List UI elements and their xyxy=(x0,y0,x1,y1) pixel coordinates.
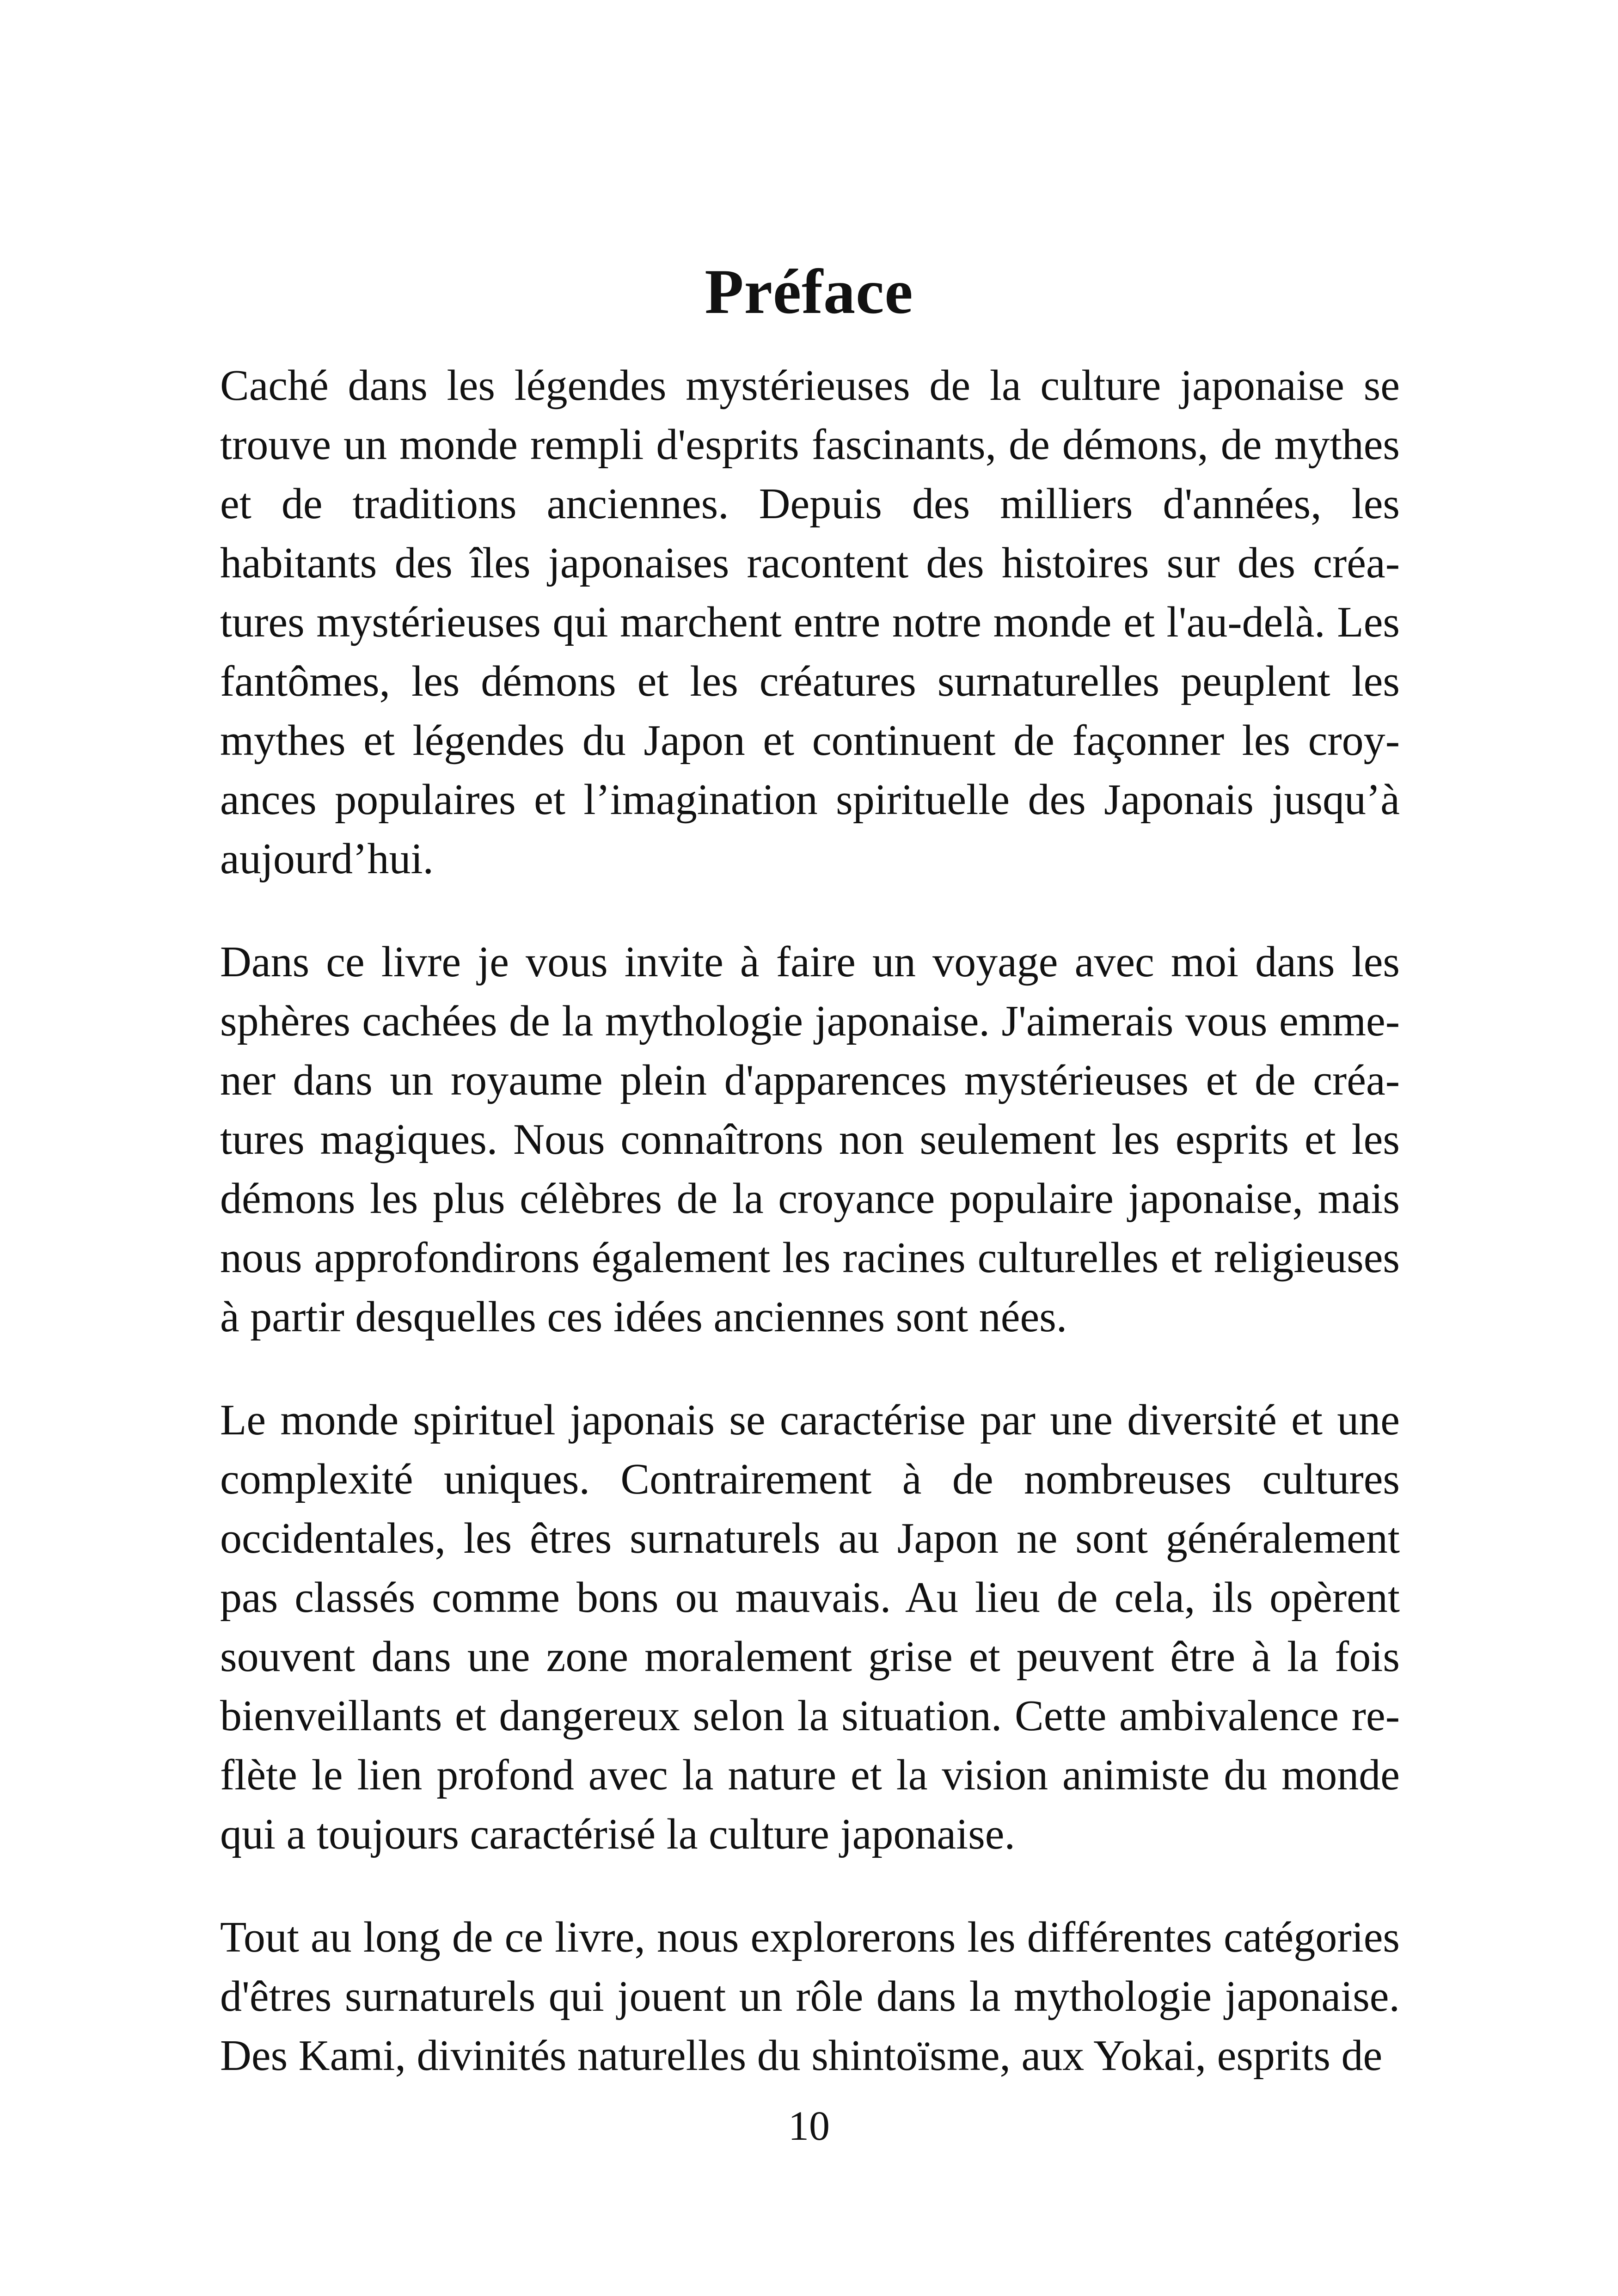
page-title: Préface xyxy=(705,256,913,327)
paragraph-2: Dans ce livre je vous invite à faire un voyage avec moi dans les sphères cachées de la mythologie japonaise. J'aimerais vous emmener dans un royaume plein d'apparences mystérieuses et de créatures magiques. Nous connaîtrons non seulement les esprits et les démons les plus célèbres de la croyance populaire japonaise, mais nous approfondirons également les racines culturelles et religieuses à partir desquelles ces idées anciennes sont nées. xyxy=(220,938,1400,1341)
paragraph-1: Caché dans les légendes mystérieuses de la culture japonaise se trouve un monde rempli d'esprits fascinants, de démons, de mythes et de traditions anciennes. Depuis des milliers d'années, les habitants des îles japonaises racontent des histoires sur des créatures mystérieuses qui marchent entre notre monde et l'au-delà. Les fantômes, les démons et les créatures surnaturelles peuplent les mythes et légendes du Japon et continuent de façonner les croyances populaires et l’imagination spirituelle des Japonais jusqu’à aujourd’hui. xyxy=(220,361,1400,883)
page-number: 10 xyxy=(788,2103,830,2149)
paragraph-4: Tout au long de ce livre, nous explorerons les différentes catégories d'êtres surnaturels qui jouent un rôle dans la mythologie japonaise. Des Kami, divinités naturelles du shintoïsme, aux Yokai, esprits de xyxy=(220,1913,1400,2080)
preface-body xyxy=(220,356,1400,2129)
paragraph-3: Le monde spirituel japonais se caractérise par une diversité et une complexité uniques. Contrairement à de nombreuses cultures occidentales, les êtres surnaturels au Japon ne sont généralement pas classés comme bons ou mauvais. Au lieu de cela, ils opèrent souvent dans une zone moralement grise et peuvent être à la fois bienveillants et dangereux selon la situation. Cette ambivalence reflète le lien profond avec la nature et la vision animiste du monde qui a toujours caractérisé la culture japonaise. xyxy=(220,1396,1400,1858)
